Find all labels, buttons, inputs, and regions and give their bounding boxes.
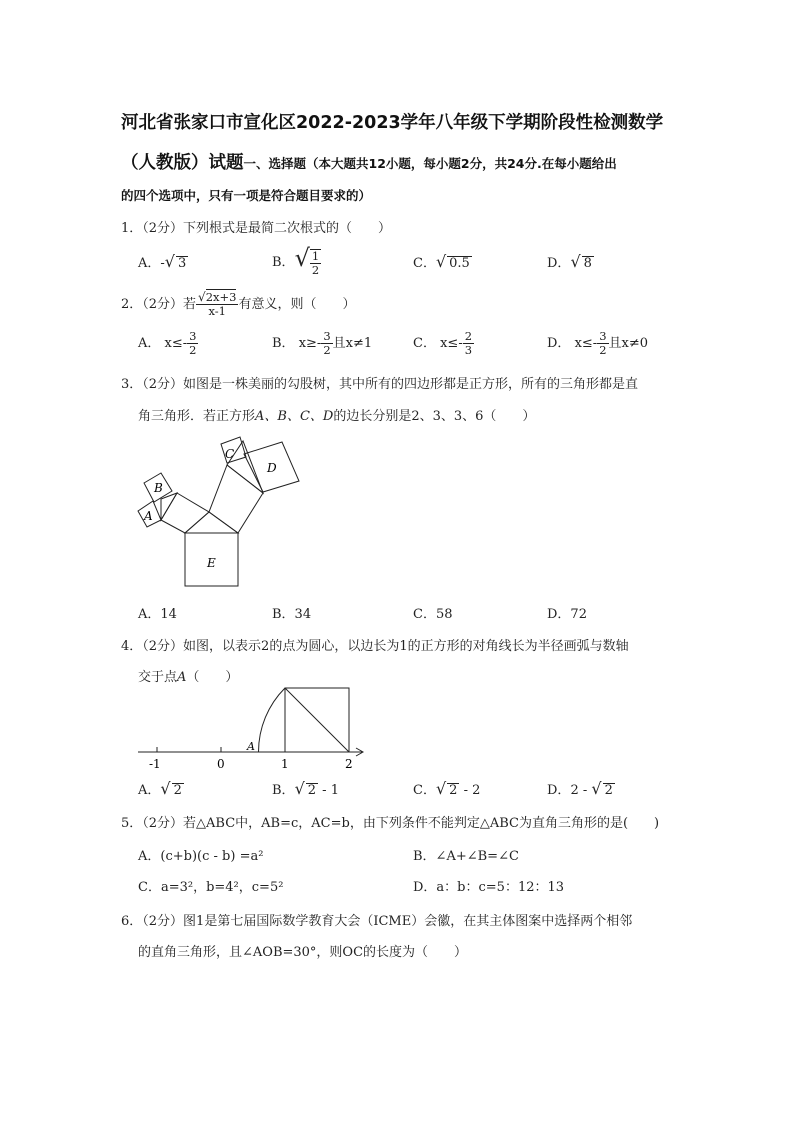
q2-d-post: 且x≠0 [608,336,649,351]
q2-a-num: 3 [189,329,197,343]
arc [259,688,286,752]
q4-a-radicand: 2 [173,783,182,798]
q4-line2-letter: A [177,670,187,685]
q2-option-a [138,330,198,357]
q2-option-b [272,330,372,357]
q1-b-label: B． [272,255,295,270]
q1-c-label: C． [413,256,436,271]
tick-label-0: 0 [217,757,225,771]
q4-line2-pre: 交于点 [138,670,178,685]
q1-c-radicand: 0.5 [449,256,470,271]
q2-a-den: 2 [189,343,197,357]
q2-c-den: 3 [464,343,473,357]
section-heading: 一、选择题（本大题共12小题，每小题2分，共24分.在每小题给出 [243,156,617,171]
square-diagonal [285,688,349,752]
q2-stem-radicand: 2x+3 [205,290,237,304]
q4-c-label: C． [413,783,436,798]
q5-option-d: D．a：b：c=5：12：13 [413,880,565,895]
q3-option-d: D．72 [547,607,587,622]
tick-label-neg1: -1 [149,757,161,771]
tick-label-1: 1 [281,757,289,771]
point-a-label: A [247,740,255,753]
q1-option-a: A．-√ 3 [138,252,187,271]
q2-d-label: D． [547,336,571,351]
q5-option-b: B．∠A+∠B=∠C [413,849,519,864]
label-b: B [154,481,163,495]
q1-d-label: D． [547,256,571,271]
q4-option-d: D．2 - √ 2 [547,779,613,798]
q4-b-post: - 1 [318,783,339,798]
q4-d-label: D． [547,783,571,798]
tick-label-2: 2 [345,757,353,771]
q2-d-den: 2 [599,343,607,357]
q1-stem: 1．（2分）下列根式是最简二次根式的（ ） [121,221,392,236]
label-d: D [267,461,277,475]
q3-option-a: A．14 [138,607,177,622]
q2-b-pre: x≥- [298,336,322,351]
q2-b-num: 3 [323,329,331,343]
q4-d-radicand: 2 [604,783,613,798]
tree-triangle-main [185,512,238,533]
q4-option-b: B．√ 2 - 1 [272,779,339,798]
q3-line2 [138,405,535,424]
exam-title-line2 [121,149,617,174]
q2-stem-post: 有意义，则（ ） [238,297,356,312]
q4-a-label: A． [138,783,161,798]
exam-title-line1: 河北省张家口市宣化区2022-2023学年八年级下学期阶段性检测数学 [121,113,664,133]
q4-c-post: - 2 [459,783,481,798]
q1-option-d: D．√ 8 [547,252,592,271]
q2-stem: 2．（2分）若 $\frac{√2x+3}{x-1}$ 有意义，则（ ） [121,290,356,318]
pythagoras-tree-figure [130,432,310,592]
q3-line2-post: 的边长分别是2、3、3、6（ ） [333,409,536,424]
section-heading-cont: 的四个选项中，只有一项是符合题目要求的） [121,188,372,203]
label-e: E [207,556,216,570]
q4-d-pre: 2 - [570,783,592,798]
label-c: C [225,447,235,461]
q1-a-radicand: 3 [178,256,187,271]
q4-option-c: C．√ 2 - 2 [413,779,481,798]
q2-c-num: 2 [464,329,473,343]
q1-b-num: 1 [311,248,320,263]
q4-b-radicand: 2 [307,783,317,798]
q5-stem: 5．（2分）若△ABC中，AB=c，AC=b，由下列条件不能判定△ABC为直角三角形的是( ) [121,816,660,831]
q2-a-label: A． [138,336,161,351]
q2-a-pre: x≤- [164,336,188,351]
tree-triangle-left [161,493,177,520]
exam-title-edition: （人教版）试题 [121,153,244,173]
q4-b-label: B． [272,783,295,798]
q2-b-den: 2 [323,343,331,357]
q4-line2-post: （ ） [186,670,239,685]
q2-d-num: 3 [599,329,607,343]
q1-option-b: B．√ $\frac{1}{2}$ [272,244,320,277]
q1-a-prefix: - [160,256,165,271]
number-line-figure [130,684,370,774]
q2-stem-den: x-1 [208,304,226,318]
square-left [161,493,209,533]
q1-d-radicand: 8 [583,256,592,271]
q2-b-label: B． [272,336,295,351]
q3-line2-letters: A、B、C、D [255,409,334,424]
q1-b-den: 2 [311,262,320,277]
q2-d-pre: x≤- [574,336,598,351]
q3-line2-pre: 角三角形．若正方形 [138,409,256,424]
label-a: A [144,509,153,523]
q2-c-label: C． [413,336,436,351]
q3-option-b: B．34 [272,607,312,622]
q4-option-a: A．√ 2 [138,779,182,798]
q1-option-c: C．√ 0.5 [413,252,470,271]
q6-line2: 的直角三角形，且∠AOB=30°，则OC的长度为（ ） [138,945,468,960]
q2-stem-pre: 2．（2分）若 [121,297,197,312]
q2-b-post: 且x≠1 [332,336,373,351]
q4-line1: 4．（2分）如图，以表示2的点为圆心，以边长为1的正方形的对角线长为半径画弧与数轴 [121,639,629,654]
q2-option-d [547,330,648,357]
q5-option-c: C．a=3²，b=4²，c=5² [138,880,284,895]
q1-a-label: A． [138,256,161,271]
q4-c-radicand: 2 [449,783,458,798]
q4-line2 [138,666,238,685]
q6-line1: 6．（2分）图1是第七届国际数学教育大会（ICME）会徽，在其主体图案中选择两个相邻 [121,914,633,929]
q3-option-c: C．58 [413,607,453,622]
q5-option-a: A．(c+b)(c - b) =a² [138,849,264,864]
q2-c-pre: x≤- [440,336,463,351]
q3-line1: 3．（2分）如图是一株美丽的勾股树，其中所有的四边形都是正方形，所有的三角形都是直 [121,377,639,392]
q2-option-c [413,330,474,357]
